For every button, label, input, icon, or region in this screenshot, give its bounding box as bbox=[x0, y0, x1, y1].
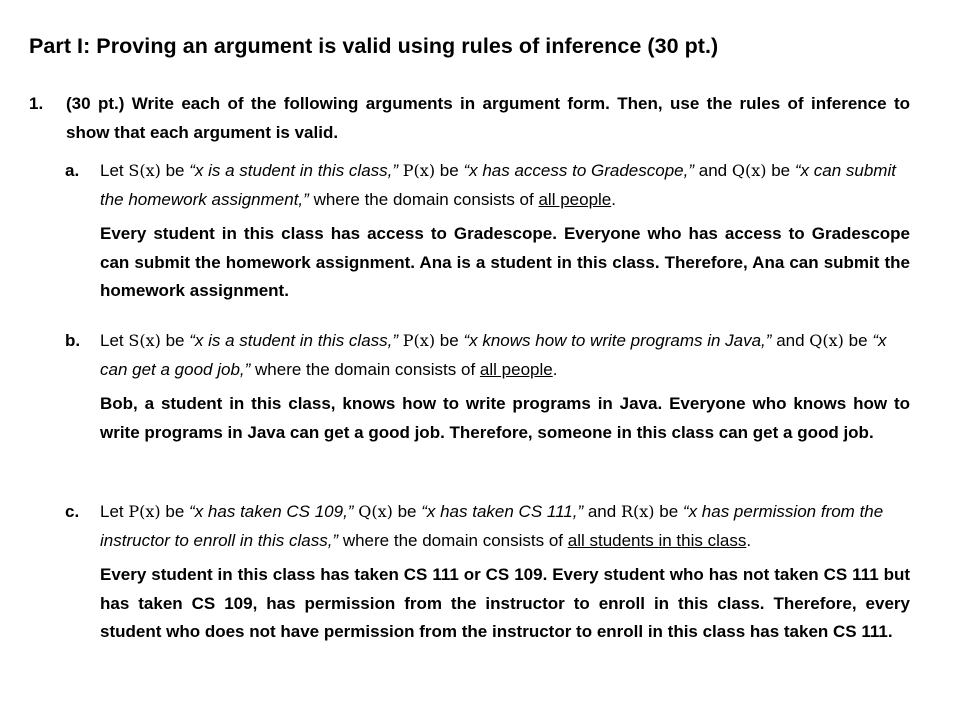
part-intro bbox=[100, 498, 910, 555]
domain: all people bbox=[538, 189, 612, 209]
part-a bbox=[65, 157, 910, 306]
part-intro bbox=[100, 157, 910, 214]
predicate-R: R(x) bbox=[620, 502, 655, 521]
predicate-S: S(x) bbox=[128, 161, 161, 180]
and-word: and bbox=[587, 502, 617, 521]
part-letter: b. bbox=[65, 331, 81, 350]
predicate-P-definition: “x has taken CS 109,” bbox=[189, 502, 354, 521]
part-b bbox=[65, 327, 910, 447]
predicate-R-definition: “x has permission from the instructor to enroll in this class,” bbox=[100, 502, 884, 550]
let-word: Let bbox=[100, 161, 124, 180]
question-text: (30 pt.) Write each of the following arguments in argument form. Then, use the rules of inference to show that each argument is valid. bbox=[66, 94, 910, 142]
predicate-P: P(x) bbox=[402, 161, 436, 180]
part-c bbox=[65, 498, 910, 647]
let-word: Let bbox=[100, 331, 124, 350]
question-1 bbox=[29, 90, 910, 147]
domain-prefix: where the domain consists of bbox=[255, 359, 476, 379]
period: . bbox=[746, 530, 752, 550]
be-word: be bbox=[659, 502, 679, 521]
be-word: be bbox=[848, 331, 868, 350]
predicate-P: P(x) bbox=[128, 502, 161, 521]
part-letter: c. bbox=[65, 502, 80, 521]
predicate-S-definition: “x is a student in this class,” bbox=[189, 331, 399, 350]
be-word: be bbox=[439, 161, 459, 180]
predicate-P: P(x) bbox=[402, 331, 436, 350]
predicate-Q-definition: “x can submit the homework assignment,” bbox=[100, 161, 896, 209]
be-word: be bbox=[397, 502, 417, 521]
predicate-Q: Q(x) bbox=[358, 502, 393, 521]
predicate-S-definition: “x is a student in this class,” bbox=[189, 161, 399, 180]
predicate-P-definition: “x knows how to write programs in Java,” bbox=[463, 331, 772, 350]
and-word: and bbox=[776, 331, 805, 350]
question-number: 1. bbox=[29, 94, 44, 113]
part-letter: a. bbox=[65, 161, 80, 180]
page-title: Part I: Proving an argument is valid using rules of inference (30 pt.) bbox=[29, 34, 719, 58]
argument-text: Bob, a student in this class, knows how to write programs in Java. Everyone who knows how to write programs in Java can get a good job. Therefore, someone in this class can get a good job. bbox=[100, 394, 910, 442]
domain: all students in this class bbox=[567, 530, 747, 550]
domain-prefix: where the domain consists of bbox=[313, 189, 534, 209]
be-word: be bbox=[771, 161, 791, 180]
argument-text: Every student in this class has taken CS 111 or CS 109. Every student who has not taken CS 111 but has taken CS 109, has permission from the instructor to enroll in this class. Therefore, every student who does not have permission from the instructor to enroll in this class has taken CS 111. bbox=[100, 565, 910, 641]
predicate-Q: Q(x) bbox=[809, 331, 844, 350]
argument-text: Every student in this class has access to Gradescope. Everyone who has access to Gradescope can submit the homework assignment. Ana is a student in this class. Therefore, Ana can submit the homework assignment. bbox=[100, 224, 910, 300]
predicate-P-definition: “x has access to Gradescope,” bbox=[463, 161, 694, 180]
be-word: be bbox=[165, 331, 185, 350]
and-word: and bbox=[698, 161, 728, 180]
period: . bbox=[611, 189, 616, 209]
part-intro bbox=[100, 327, 910, 384]
predicate-Q: Q(x) bbox=[731, 161, 767, 180]
predicate-S: S(x) bbox=[128, 331, 161, 350]
period: . bbox=[552, 359, 558, 379]
predicate-Q-definition: “x has taken CS 111,” bbox=[421, 502, 584, 521]
be-word: be bbox=[165, 161, 185, 180]
let-word: Let bbox=[100, 502, 124, 521]
be-word: be bbox=[165, 502, 185, 521]
domain: all people bbox=[479, 359, 553, 379]
domain-prefix: where the domain consists of bbox=[342, 530, 563, 550]
be-word: be bbox=[439, 331, 459, 350]
predicate-Q-definition: “x can get a good job,” bbox=[100, 331, 887, 379]
